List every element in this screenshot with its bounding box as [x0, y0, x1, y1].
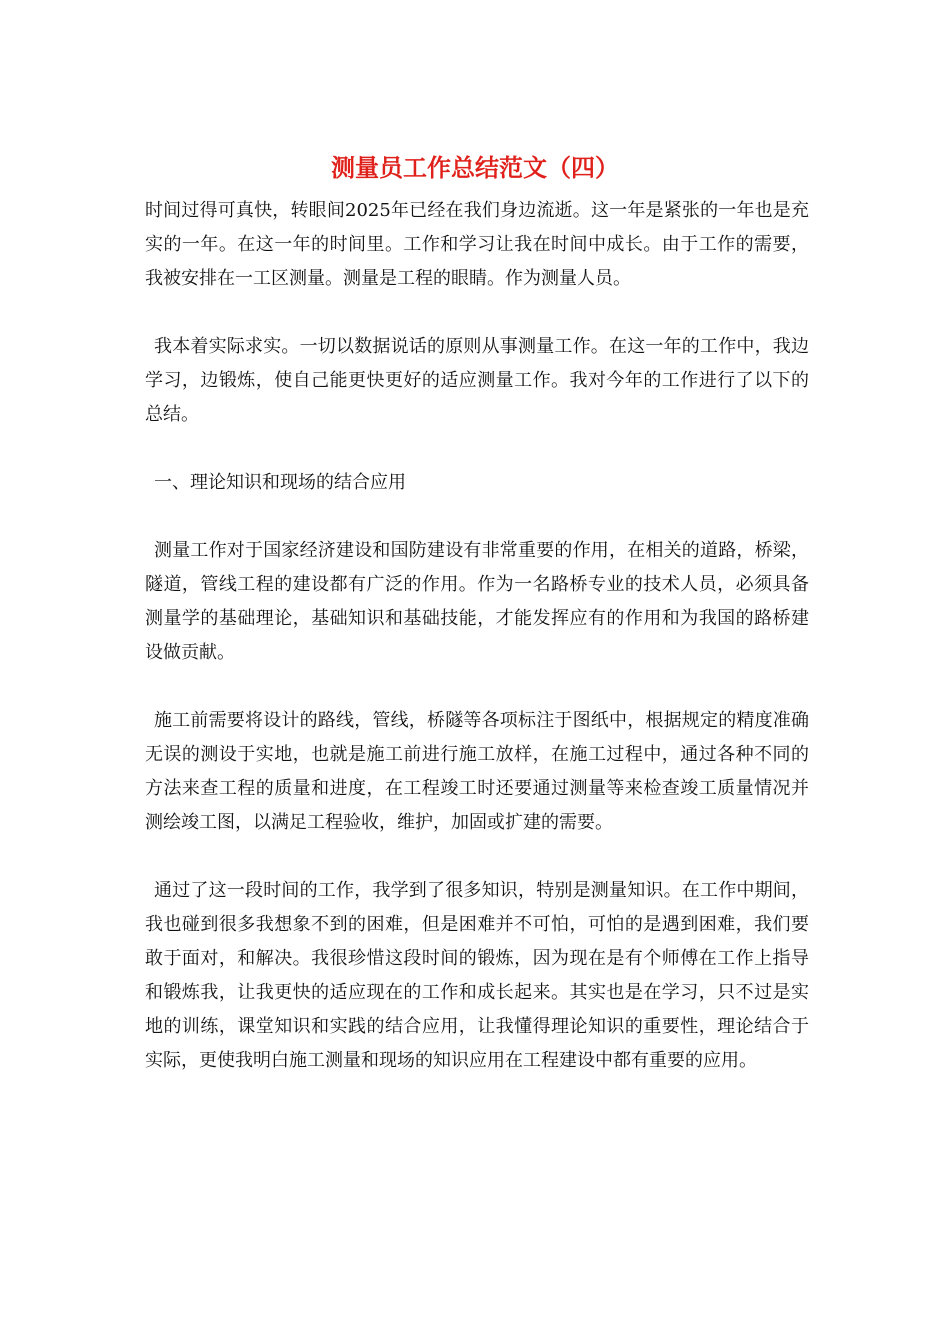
- document-title: 测量员工作总结范文（四）: [331, 153, 619, 182]
- paragraph-construction: 施工前需要将设计的路线，管线，桥隧等各项标注于图纸中，根据规定的精度准确无误的测设于实地，也就是施工前进行施工放样，在施工过程中，通过各种不同的方法来查工程的质量和进度，在工程竣工时还要通过测量等来检查竣工质量情况并测绘竣工图，以满足工程验收，维护，加固或扩建的需要。: [145, 710, 809, 833]
- paragraph-principle: 我本着实际求实。一切以数据说话的原则从事测量工作。在这一年的工作中，我边学习，边锻炼，使自己能更快更好的适应测量工作。我对今年的工作进行了以下的总结。: [145, 336, 809, 425]
- paragraph-intro: 时间过得可真快，转眼间2025年已经在我们身边流逝。这一年是紧张的一年也是充实的一年。在这一年的时间里。工作和学习让我在时间中成长。由于工作的需要，我被安排在一工区测量。测量是工程的眼睛。作为测量人员。: [145, 200, 809, 289]
- paragraph-learning: 通过了这一段时间的工作，我学到了很多知识，特别是测量知识。在工作中期间，我也碰到很多我想象不到的困难，但是困难并不可怕，可怕的是遇到困难，我们要敢于面对，和解决。我很珍惜这段时间的锻炼，因为现在是有个师傅在工作上指导和锻炼我，让我更快的适应现在的工作和成长起来。其实也是在学习，只不过是实地的训练，课堂知识和实践的结合应用，让我懂得理论知识的重要性，理论结合于实际，更使我明白施工测量和现场的知识应用在工程建设中都有重要的应用。: [145, 880, 809, 1071]
- paragraph-importance: 测量工作对于国家经济建设和国防建设有非常重要的作用，在相关的道路，桥梁，隧道，管线工程的建设都有广泛的作用。作为一名路桥专业的技术人员，必须具备测量学的基础理论，基础知识和基础技能，才能发挥应有的作用和为我国的路桥建设做贡献。: [145, 540, 809, 663]
- document-body: [145, 194, 809, 1078]
- section-heading: 一、理论知识和现场的结合应用: [154, 472, 406, 493]
